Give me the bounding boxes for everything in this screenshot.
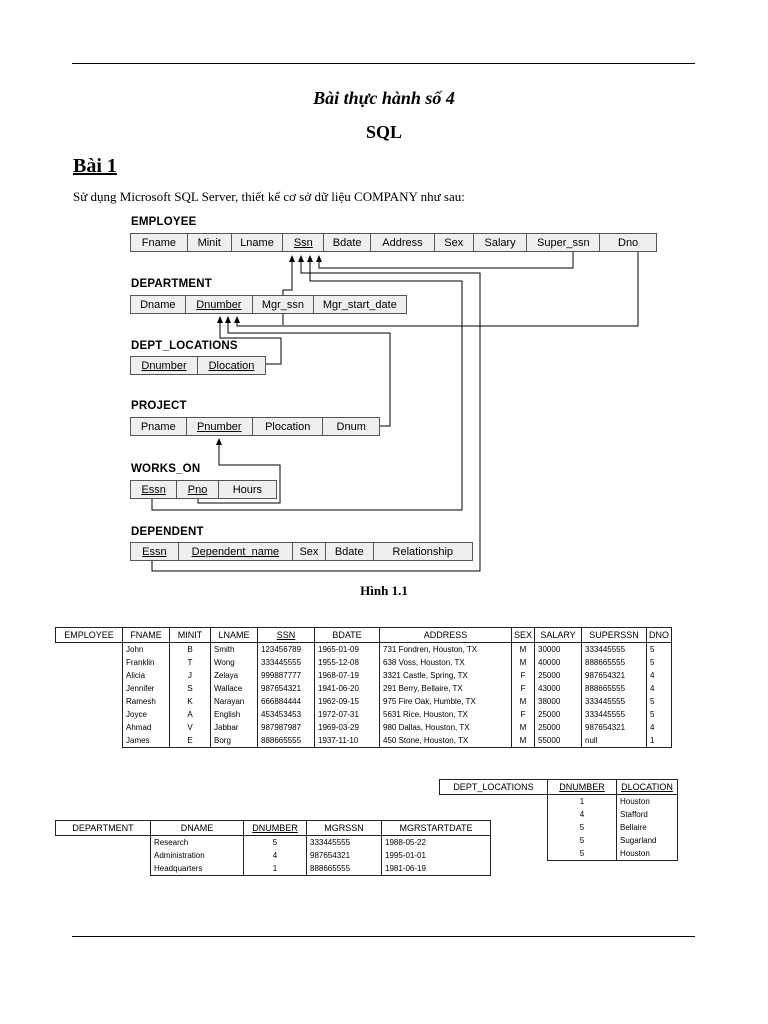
table-cell: 1962-09-15 xyxy=(315,695,380,708)
table-row xyxy=(56,849,491,862)
column-header: DLOCATION xyxy=(617,780,678,795)
blank-cell xyxy=(56,849,151,862)
table-cell: Zelaya xyxy=(211,669,258,682)
fk-works-on-essn xyxy=(152,256,462,510)
relation-name: EMPLOYEE xyxy=(56,628,123,643)
table-cell: 1941-06-20 xyxy=(315,682,380,695)
table-cell: Narayan xyxy=(211,695,258,708)
table-cell: 333445555 xyxy=(582,708,647,721)
table-cell: 38000 xyxy=(535,695,582,708)
blank-cell xyxy=(56,669,123,682)
table-cell: Headquarters xyxy=(151,862,244,876)
relation-name: DEPARTMENT xyxy=(56,821,151,836)
document-subtitle: SQL xyxy=(365,122,403,142)
table-cell: 4 xyxy=(647,669,672,682)
table-cell: 888665555 xyxy=(582,656,647,669)
schema-attr: Lname xyxy=(232,234,284,251)
schema-attr-pk: Dependent_name xyxy=(179,543,293,560)
fk-mgrssn xyxy=(283,256,292,295)
schema-attr: Super_ssn xyxy=(527,234,600,251)
table-cell: 5631 Rice, Houston, TX xyxy=(380,708,512,721)
column-header: MINIT xyxy=(170,628,211,643)
column-header: SUPERSSN xyxy=(582,628,647,643)
table-cell: 3321 Castle, Spring, TX xyxy=(380,669,512,682)
table-cell: Smith xyxy=(211,643,258,657)
table-row xyxy=(56,643,672,657)
schema-attr: Minit xyxy=(188,234,232,251)
table-cell: 987654321 xyxy=(258,682,315,695)
table-cell: Franklin xyxy=(123,656,170,669)
table-cell: 5 xyxy=(548,821,617,834)
table-cell: Borg xyxy=(211,734,258,748)
table-row xyxy=(56,682,672,695)
table-row xyxy=(56,721,672,734)
table-row xyxy=(56,734,672,748)
fk-dno xyxy=(237,252,638,326)
table-cell: 4 xyxy=(647,682,672,695)
schema-attr: Dname xyxy=(131,296,186,313)
table-cell: 1969-03-29 xyxy=(315,721,380,734)
blank-cell xyxy=(56,682,123,695)
schema-attr-pk: Dnumber xyxy=(131,357,198,374)
table-cell: 5 xyxy=(647,695,672,708)
table-cell: A xyxy=(170,708,211,721)
table-cell: V xyxy=(170,721,211,734)
table-cell: E xyxy=(170,734,211,748)
table-cell: 731 Fondren, Houston, TX xyxy=(380,643,512,657)
table-cell: F xyxy=(512,669,535,682)
table-cell: Stafford xyxy=(617,808,678,821)
table-cell: 123456789 xyxy=(258,643,315,657)
schema-attr-pk: Pno xyxy=(177,481,218,498)
table-cell: 291 Berry, Bellaire, TX xyxy=(380,682,512,695)
figure-caption: Hình 1.1 xyxy=(360,583,408,598)
table-cell: 25000 xyxy=(535,721,582,734)
schema-dependent-name: DEPENDENT xyxy=(131,526,204,538)
bottom-rule xyxy=(72,936,695,937)
column-header: DNUMBER xyxy=(548,780,617,795)
column-header: FNAME xyxy=(123,628,170,643)
table-cell: 5 xyxy=(647,643,672,657)
table-cell: Ramesh xyxy=(123,695,170,708)
blank-cell xyxy=(56,862,151,876)
blank-cell xyxy=(56,695,123,708)
schema-attr: Mgr_ssn xyxy=(253,296,314,313)
department-table xyxy=(55,820,491,876)
table-cell: 987654321 xyxy=(582,721,647,734)
schema-attr: Hours xyxy=(232,483,263,496)
column-header: DNAME xyxy=(151,821,244,836)
table-cell: S xyxy=(170,682,211,695)
table-cell: F xyxy=(512,682,535,695)
table-cell: Houston xyxy=(617,847,678,861)
table-cell: Alicia xyxy=(123,669,170,682)
schema-dept-locations-name: DEPT_LOCATIONS xyxy=(131,340,238,352)
table-cell: Bellaire xyxy=(617,821,678,834)
blank-cell xyxy=(56,708,123,721)
table-cell: Research xyxy=(151,836,244,850)
schema-attr-pk: Essn xyxy=(131,543,179,560)
table-cell: 25000 xyxy=(535,708,582,721)
table-cell: 666884444 xyxy=(258,695,315,708)
table-cell: Houston xyxy=(617,795,678,809)
table-cell: Wong xyxy=(211,656,258,669)
table-cell: 1995-01-01 xyxy=(382,849,491,862)
schema-department-name: DEPARTMENT xyxy=(131,278,213,290)
table-cell: 25000 xyxy=(535,669,582,682)
table-row xyxy=(440,795,678,809)
schema-attr: Mgr_start_date xyxy=(322,298,397,311)
table-cell: 55000 xyxy=(535,734,582,748)
column-header: SSN xyxy=(258,628,315,643)
table-cell: F xyxy=(512,708,535,721)
table-cell: null xyxy=(582,734,647,748)
table-cell: 1965-01-09 xyxy=(315,643,380,657)
table-cell: M xyxy=(512,734,535,748)
schema-attr: Sex xyxy=(293,543,326,560)
schema-attr: Bdate xyxy=(326,543,374,560)
table-cell: 40000 xyxy=(535,656,582,669)
table-cell: Joyce xyxy=(123,708,170,721)
table-cell: James xyxy=(123,734,170,748)
table-cell: B xyxy=(170,643,211,657)
column-header: MGRSTARTDATE xyxy=(382,821,491,836)
table-cell: 888665555 xyxy=(582,682,647,695)
schema-attr: Plocation xyxy=(253,418,323,435)
table-cell: John xyxy=(123,643,170,657)
table-cell: 5 xyxy=(647,656,672,669)
table-cell: 1955-12-08 xyxy=(315,656,380,669)
blank-cell xyxy=(56,734,123,748)
exercise-text: Sử dụng Microsoft SQL Server, thiết kế cơ sở dữ liệu COMPANY như sau: xyxy=(73,189,465,204)
table-row xyxy=(56,708,672,721)
schema-attr: Address xyxy=(371,234,435,251)
schema-attr: Sex xyxy=(435,234,474,251)
table-cell: 1968-07-19 xyxy=(315,669,380,682)
table-cell: 987654321 xyxy=(582,669,647,682)
schema-attr: Relationship xyxy=(392,545,454,558)
table-cell: 638 Voss, Houston, TX xyxy=(380,656,512,669)
schema-attr: Dno xyxy=(618,236,639,249)
table-cell: 987654321 xyxy=(307,849,382,862)
schema-attr: Pname xyxy=(131,418,187,435)
table-cell: 4 xyxy=(548,808,617,821)
table-cell: 4 xyxy=(244,849,307,862)
table-cell: 1988-05-22 xyxy=(382,836,491,850)
blank-cell xyxy=(56,721,123,734)
schema-project-name: PROJECT xyxy=(131,400,187,412)
column-header: LNAME xyxy=(211,628,258,643)
table-cell: Jennifer xyxy=(123,682,170,695)
table-cell: 43000 xyxy=(535,682,582,695)
table-cell: 1 xyxy=(244,862,307,876)
table-cell: 30000 xyxy=(535,643,582,657)
table-cell: 5 xyxy=(548,847,617,861)
table-cell: 980 Dallas, Houston, TX xyxy=(380,721,512,734)
column-header: DNO xyxy=(647,628,672,643)
table-cell: Ahmad xyxy=(123,721,170,734)
table-cell: 1 xyxy=(548,795,617,809)
document-title: Bài thực hành số 4 xyxy=(313,88,455,108)
table-row xyxy=(56,656,672,669)
table-row xyxy=(56,836,491,850)
table-row xyxy=(56,669,672,682)
schema-attr: Dnum xyxy=(336,420,366,433)
table-row xyxy=(56,862,491,876)
table-cell: M xyxy=(512,656,535,669)
column-header: SALARY xyxy=(535,628,582,643)
table-cell: M xyxy=(512,643,535,657)
table-cell: 975 Fire Oak, Humble, TX xyxy=(380,695,512,708)
schema-attr: Bdate xyxy=(324,234,371,251)
table-cell: 888665555 xyxy=(258,734,315,748)
table-cell: Administration xyxy=(151,849,244,862)
table-cell: 333445555 xyxy=(258,656,315,669)
table-cell: 999887777 xyxy=(258,669,315,682)
fk-pno xyxy=(198,439,280,503)
blank-cell xyxy=(56,656,123,669)
table-cell: 987987987 xyxy=(258,721,315,734)
fk-dependent-essn xyxy=(152,256,480,571)
table-cell: K xyxy=(170,695,211,708)
column-header: SEX xyxy=(512,628,535,643)
table-cell: 888665555 xyxy=(307,862,382,876)
exercise-heading: Bài 1 xyxy=(73,155,117,177)
fk-super-ssn xyxy=(319,252,573,268)
employee-table xyxy=(55,627,672,748)
table-cell: M xyxy=(512,721,535,734)
schema-attr: Salary xyxy=(474,234,528,251)
table-cell: T xyxy=(170,656,211,669)
fk-deptloc-dnumber xyxy=(220,317,281,364)
table-cell: 5 xyxy=(244,836,307,850)
schema-attr: Fname xyxy=(131,234,188,251)
table-cell: 1972-07-31 xyxy=(315,708,380,721)
table-cell: Jabbar xyxy=(211,721,258,734)
column-header: MGRSSN xyxy=(307,821,382,836)
table-row xyxy=(56,695,672,708)
schema-attr-pk: Pnumber xyxy=(187,418,253,435)
table-cell: 450 Stone, Houston, TX xyxy=(380,734,512,748)
table-cell: English xyxy=(211,708,258,721)
schema-attr-pk: Dlocation xyxy=(208,359,255,372)
table-cell: 333445555 xyxy=(582,695,647,708)
table-cell: 333445555 xyxy=(307,836,382,850)
table-cell: 1 xyxy=(647,734,672,748)
schema-attr-pk: Dnumber xyxy=(186,296,254,313)
fk-project-dnum xyxy=(228,317,390,426)
relation-name: DEPT_LOCATIONS xyxy=(440,780,548,795)
table-cell: 1981-06-19 xyxy=(382,862,491,876)
table-cell: J xyxy=(170,669,211,682)
table-cell: 5 xyxy=(647,708,672,721)
schema-employee-name: EMPLOYEE xyxy=(131,216,197,228)
table-cell: 453453453 xyxy=(258,708,315,721)
blank-cell xyxy=(56,836,151,850)
table-cell: Wallace xyxy=(211,682,258,695)
blank-cell xyxy=(440,795,548,809)
schema-attr-pk: Essn xyxy=(131,481,177,498)
table-cell: 333445555 xyxy=(582,643,647,657)
schema-attr-pk: Ssn xyxy=(283,234,324,251)
table-cell: M xyxy=(512,695,535,708)
column-header: BDATE xyxy=(315,628,380,643)
table-cell: Sugarland xyxy=(617,834,678,847)
column-header: DNUMBER xyxy=(244,821,307,836)
blank-cell xyxy=(56,643,123,657)
table-cell: 1937-11-10 xyxy=(315,734,380,748)
table-cell: 4 xyxy=(647,721,672,734)
column-header: ADDRESS xyxy=(380,628,512,643)
schema-works-on-name: WORKS_ON xyxy=(131,463,201,475)
table-cell: 5 xyxy=(548,834,617,847)
